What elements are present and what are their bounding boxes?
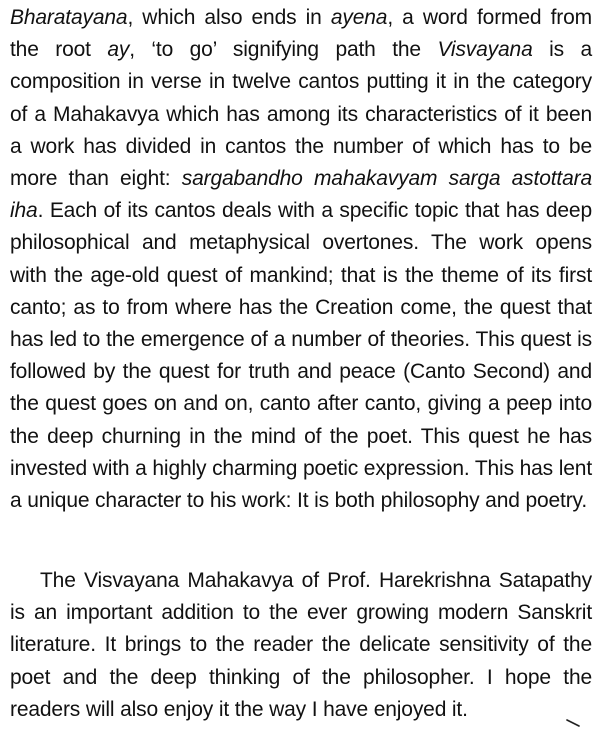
paragraph-1 bbox=[10, 2, 592, 517]
paragraph-2: The Visvayana Mahakavya of Prof. Harekrishna Satapathy is an important addition to the ever growing modern Sanskrit literature. It brings to the reader the delicate sensitivity of the poet and the deep thinking of the philosopher. I hope the readers will also enjoy it the way I have enjoyed it. bbox=[10, 569, 592, 721]
paragraph-1-text: . Each of its cantos deals with a specific topic that has deep philosophical and metaphysical overtones. The work opens with the age-old quest of mankind; that is the theme of its first canto; as to from where has the Creation come, the quest that has led to the emergence of a number of theories. This quest is followed by the quest for truth and peace (Canto Second) and the quest goes on and on, canto after canto, giving a peep into the deep churning in the mind of the poet. This quest he has invested with a highly charming poetic expression. This has lent a unique character to his work: It is both philosophy and poetry. bbox=[10, 199, 592, 513]
paragraph-1-text: , ‘to go’ signifying path the bbox=[129, 38, 438, 62]
term-visvayana: Visvayana bbox=[437, 38, 533, 62]
paragraph-1-text: , which also ends in bbox=[127, 6, 331, 29]
sanskrit-quote: sargabandho mahakavyam sarga astottara iha bbox=[10, 167, 592, 223]
term-ayena: ayena bbox=[330, 6, 388, 29]
paragraph-1-text: is a composition in verse in twelve cantos putting it in the category of a Mahakavya which has among its characteristics of it been a work has divided in cantos the number of which has to be more than eight: bbox=[10, 38, 593, 191]
term-bharatayana: Bharatayana bbox=[10, 6, 128, 29]
term-ay: ay bbox=[107, 38, 130, 62]
paragraph-1-text: , a word formed from the root bbox=[10, 6, 593, 62]
stray-mark-icon bbox=[566, 719, 580, 727]
